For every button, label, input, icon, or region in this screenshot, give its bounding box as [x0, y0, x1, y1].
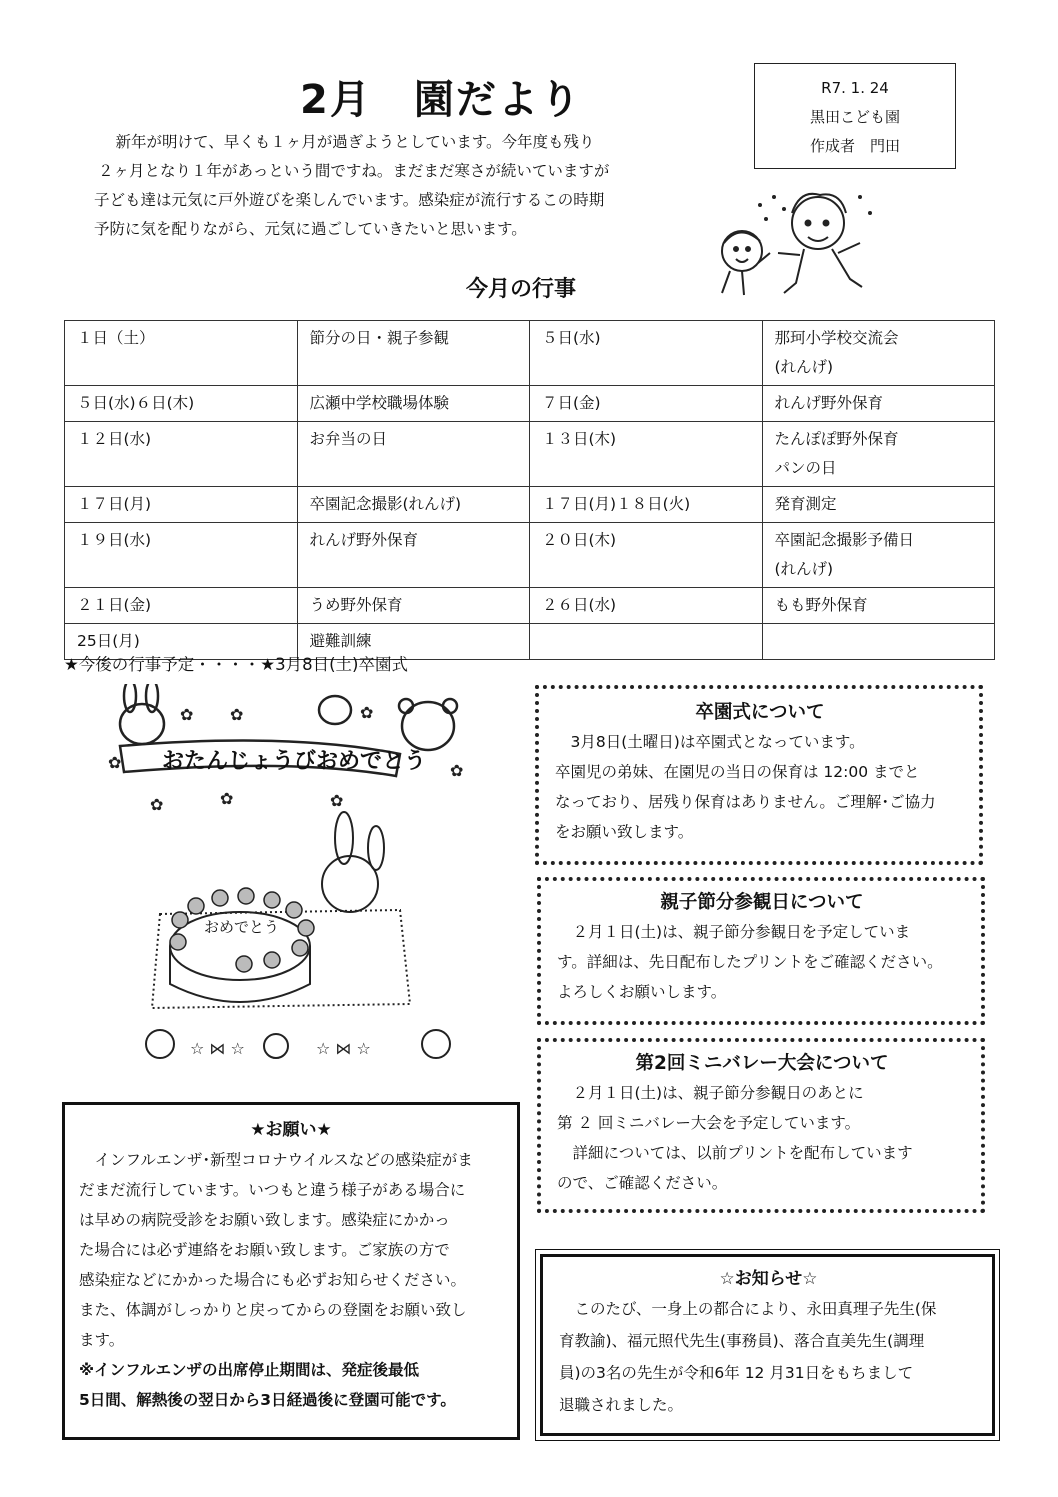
children-playing-illustration: [700, 183, 890, 303]
request-line: 感染症などにかかった場合にも必ずお知らせください。: [79, 1271, 467, 1289]
events-cell: 那珂小学校交流会 (れんげ): [762, 321, 995, 386]
birthday-illustration: [100, 684, 480, 1084]
request-box: [62, 1102, 520, 1440]
events-cell: [762, 624, 995, 660]
page-title: 2月 園だより: [300, 77, 582, 123]
volleyball-title: 第2回ミニバレー大会について: [635, 1053, 889, 1074]
events-cell: れんげ野外保育: [762, 386, 995, 422]
svg-text:✿: ✿: [150, 795, 164, 814]
issue-date: R7. 1. 24: [821, 79, 889, 97]
graduation-title: 卒園式について: [695, 702, 825, 723]
events-cell: 卒園記念撮影(れんげ): [297, 487, 530, 523]
events-cell: うめ野外保育: [297, 588, 530, 624]
parent-visit-title: 親子節分参観日について: [660, 892, 864, 913]
events-cell: 発育測定: [762, 487, 995, 523]
events-cell: 節分の日・親子参観: [297, 321, 530, 386]
volleyball-line: ２月１日(土)は、親子節分参観日のあとに: [557, 1084, 864, 1102]
events-row: [65, 321, 995, 386]
svg-text:✿: ✿: [220, 789, 234, 808]
intro-line: ２ヶ月となり１年があっという間ですね。まだまだ寒さが続いていますが: [98, 162, 610, 180]
events-row: [65, 386, 995, 422]
notice-line: このたび、一身上の都合により、永田真理子先生(保: [559, 1300, 937, 1318]
events-row: [65, 422, 995, 487]
events-row: [65, 487, 995, 523]
request-line: は早めの病院受診をお願い致します。感染症にかかっ: [79, 1211, 450, 1229]
author: 作成者 門田: [809, 137, 900, 155]
events-cell: 広瀬中学校職場体験: [297, 386, 530, 422]
request-line: だまだ流行しています。いつもと違う様子がある場合に: [79, 1181, 466, 1199]
request-note: 5日間、解熱後の翌日から3日経過後に登園可能です。: [79, 1391, 456, 1409]
intro-line: 子ども達は元気に戸外遊びを楽しんでいます。感染症が流行するこの時期: [94, 191, 605, 209]
svg-text:☆ ⋈ ☆: ☆ ⋈ ☆: [190, 1039, 245, 1058]
events-cell: １３日(木): [530, 422, 763, 487]
notice-title: ☆お知らせ☆: [719, 1269, 818, 1289]
request-note: ※インフルエンザの出席停止期間は、発症後最低: [79, 1361, 419, 1379]
events-cell: ５日(水): [530, 321, 763, 386]
notice-line: 育教諭)、福元照代先生(事務員)、落合直美先生(調理: [559, 1332, 925, 1350]
parent-visit-notice: [537, 877, 985, 1025]
request-line: また、体調がしっかりと戻ってからの登園をお願い致し: [79, 1301, 467, 1319]
intro-text: [94, 128, 700, 244]
events-cell: 25日(月): [65, 624, 298, 660]
events-cell: ２６日(水): [530, 588, 763, 624]
svg-text:✿: ✿: [180, 705, 194, 724]
staff-notice-box: [540, 1254, 995, 1436]
svg-text:✿: ✿: [450, 761, 464, 780]
events-cell: もも野外保育: [762, 588, 995, 624]
svg-text:✿: ✿: [108, 753, 122, 772]
intro-line: 新年が明けて、早くも１ヶ月が過ぎようとしています。今年度も残り: [100, 133, 595, 151]
events-cell: １２日(水): [65, 422, 298, 487]
svg-text:✿: ✿: [330, 791, 344, 810]
events-row: [65, 523, 995, 588]
events-cell: お弁当の日: [297, 422, 530, 487]
events-cell: 避難訓練: [297, 624, 530, 660]
events-cell: ２０日(木): [530, 523, 763, 588]
events-cell: たんぽぽ野外保育 パンの日: [762, 422, 995, 487]
graduation-line: 3月8日(土曜日)は卒園式となっています。: [555, 733, 865, 751]
events-cell: [530, 624, 763, 660]
request-line: た場合には必ず連絡をお願い致します。ご家族の方で: [79, 1241, 450, 1259]
events-heading: 今月の行事: [466, 277, 577, 302]
svg-text:✿: ✿: [360, 703, 374, 722]
future-events: ★今後の行事予定・・・・★3月8日(土)卒園式: [64, 655, 408, 674]
events-cell: れんげ野外保育: [297, 523, 530, 588]
graduation-notice: [535, 685, 983, 865]
graduation-line: 卒園児の弟妹、在園児の当日の保育は 12:00 までと: [555, 763, 920, 781]
volleyball-line: ので、ご確認ください。: [557, 1174, 728, 1192]
parent-visit-line: す。詳細は、先日配布したプリントをご確認ください。: [557, 953, 943, 971]
cake-text: おめでとう: [204, 918, 280, 936]
events-table: [64, 320, 995, 660]
intro-line: 予防に気を配りながら、元気に過ごしていきたいと思います。: [94, 220, 527, 238]
request-line: ます。: [79, 1331, 125, 1349]
events-cell: ７日(金): [530, 386, 763, 422]
events-cell: １７日(月)１８日(火): [530, 487, 763, 523]
graduation-line: をお願い致します。: [555, 823, 694, 841]
parent-visit-line: よろしくお願いします。: [557, 983, 727, 1001]
birthday-banner-text: おたんじょうびおめでとう: [162, 749, 427, 774]
volleyball-notice: [537, 1038, 985, 1213]
svg-text:✿: ✿: [230, 705, 244, 724]
parent-visit-line: ２月１日(土)は、親子節分参観日を予定していま: [557, 923, 911, 941]
svg-text:☆ ⋈ ☆: ☆ ⋈ ☆: [316, 1039, 371, 1058]
events-cell: 卒園記念撮影予備日 (れんげ): [762, 523, 995, 588]
school-name: 黒田こども園: [809, 108, 900, 126]
notice-line: 員)の3名の先生が令和6年 12 月31日をもちまして: [559, 1364, 914, 1382]
events-cell: １７日(月): [65, 487, 298, 523]
request-title: ★お願い★: [250, 1120, 332, 1140]
events-cell: １９日(水): [65, 523, 298, 588]
request-line: インフルエンザ･新型コロナウイルスなどの感染症がま: [79, 1151, 473, 1169]
events-cell: １日（土）: [65, 321, 298, 386]
notice-line: 退職されました。: [559, 1396, 684, 1414]
volleyball-line: 第 ２ 回ミニバレー大会を予定しています。: [557, 1114, 861, 1132]
events-row: [65, 588, 995, 624]
volleyball-line: 詳細については、以前プリントを配布しています: [557, 1144, 913, 1162]
events-cell: ２１日(金): [65, 588, 298, 624]
events-cell: ５日(水)６日(木): [65, 386, 298, 422]
graduation-line: なっており、居残り保育はありません。ご理解･ご協力: [555, 793, 936, 811]
info-box: [754, 63, 956, 169]
